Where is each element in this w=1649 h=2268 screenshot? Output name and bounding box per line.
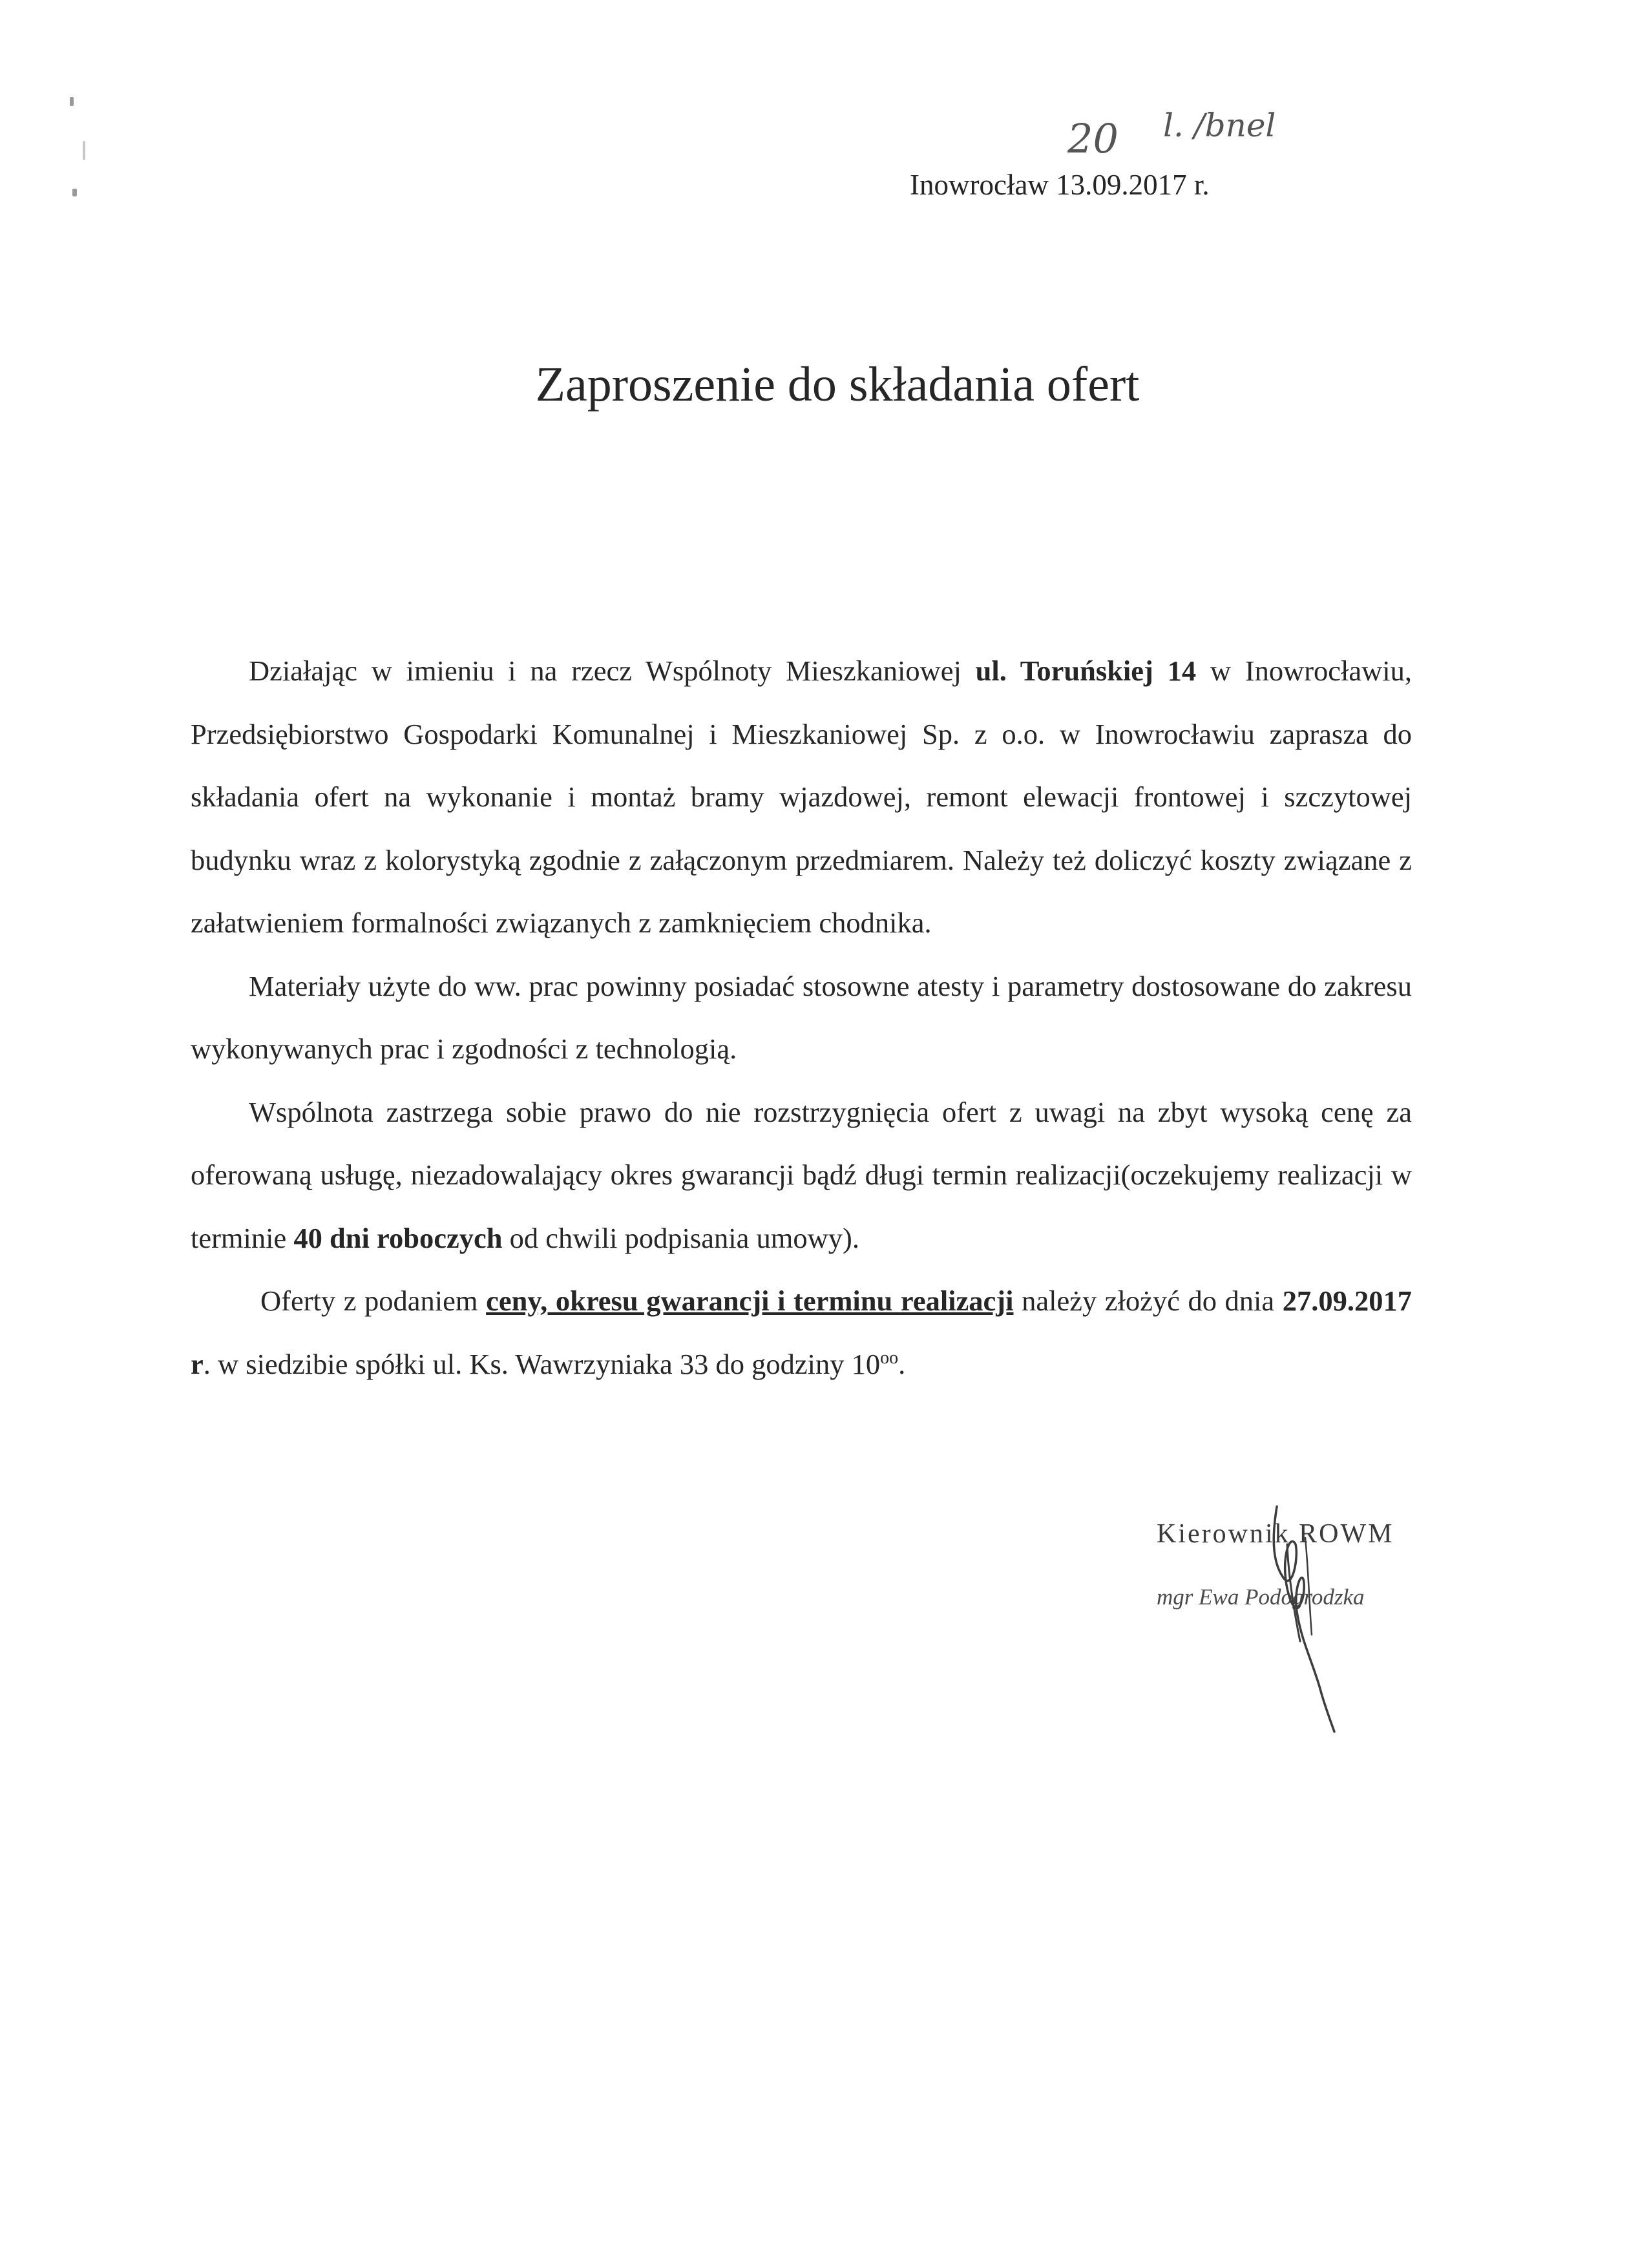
paragraph-submission-location: . w siedzibie spółki ul. Ks. Wawrzyniaka 33 do godziny 10 bbox=[203, 1347, 881, 1380]
paragraph-reservation-end: od chwili podpisania umowy). bbox=[502, 1221, 859, 1254]
completion-deadline-days: 40 dni roboczych bbox=[293, 1221, 503, 1254]
paragraph-invitation-rest: w Inowrocławiu, Przedsiębiorstwo Gospodarki Komunalnej i Mieszkaniowej Sp. z o.o. w Inowrocławiu zaprasza do składania ofert na wykonanie i montaż bramy wjazdowej, remont elewacji frontowej i szczytowej budynku wraz z kolorystyką zgodnie z załączonym przedmiarem. Należy też doliczyć koszty związane z załatwieniem formalności związanych z zamknięciem chodnika. bbox=[191, 655, 1413, 939]
scan-artifact bbox=[72, 189, 77, 196]
scan-artifact bbox=[83, 141, 85, 160]
paragraph-submission-start: Oferty z podaniem bbox=[260, 1285, 487, 1317]
place-and-date: Inowrocław 13.09.2017 r. bbox=[910, 169, 1210, 201]
paragraph-submission-end: . bbox=[898, 1347, 906, 1380]
paragraph-reservation bbox=[191, 1081, 1412, 1270]
paragraph-reservation-start: Wspólnota zastrzega sobie prawo do nie rozstrzygnięcia ofert z uwagi na zbyt wysoką cenę za oferowaną usługę, niezadowalający okres gwarancji bądź długi termin realizacji(oczekujemy realizacji w terminie bbox=[191, 1095, 1412, 1254]
letter-body bbox=[191, 640, 1412, 1396]
paragraph-materials: Materiały użyte do ww. prac powinny posiadać stosowne atesty i parametry dostosowane do zakresu wykonywanych prac i zgodności z technologią. bbox=[191, 969, 1412, 1065]
submission-deadline: 27.09.2017 r bbox=[191, 1285, 1412, 1380]
paragraph-invitation-start: Działając w imieniu i na rzecz Wspólnoty Mieszkaniowej bbox=[249, 655, 976, 687]
signature-stamp-block bbox=[1150, 1506, 1460, 1751]
paragraph-submission-middle: należy złożyć do dnia bbox=[1013, 1285, 1283, 1317]
community-address: ul. Toruńskiej 14 bbox=[975, 655, 1197, 687]
handwritten-number: 20 bbox=[1067, 115, 1119, 162]
handwritten-signature bbox=[1150, 1506, 1460, 1751]
offer-criteria: ceny, okresu gwarancji i terminu realizacji bbox=[486, 1285, 1014, 1317]
document-title: Zaproszenie do składania ofert bbox=[535, 357, 1140, 412]
paragraph-submission bbox=[191, 1270, 1412, 1396]
hour-minutes-superscript: oo bbox=[880, 1347, 899, 1368]
handwritten-initials: l. /bnel bbox=[1163, 107, 1276, 144]
stamp-title: Kierownik ROWM bbox=[1157, 1519, 1394, 1549]
paragraph-invitation bbox=[191, 640, 1412, 955]
stamp-name: mgr Ewa Podogrodzka bbox=[1157, 1584, 1365, 1610]
scan-artifact bbox=[70, 97, 74, 106]
